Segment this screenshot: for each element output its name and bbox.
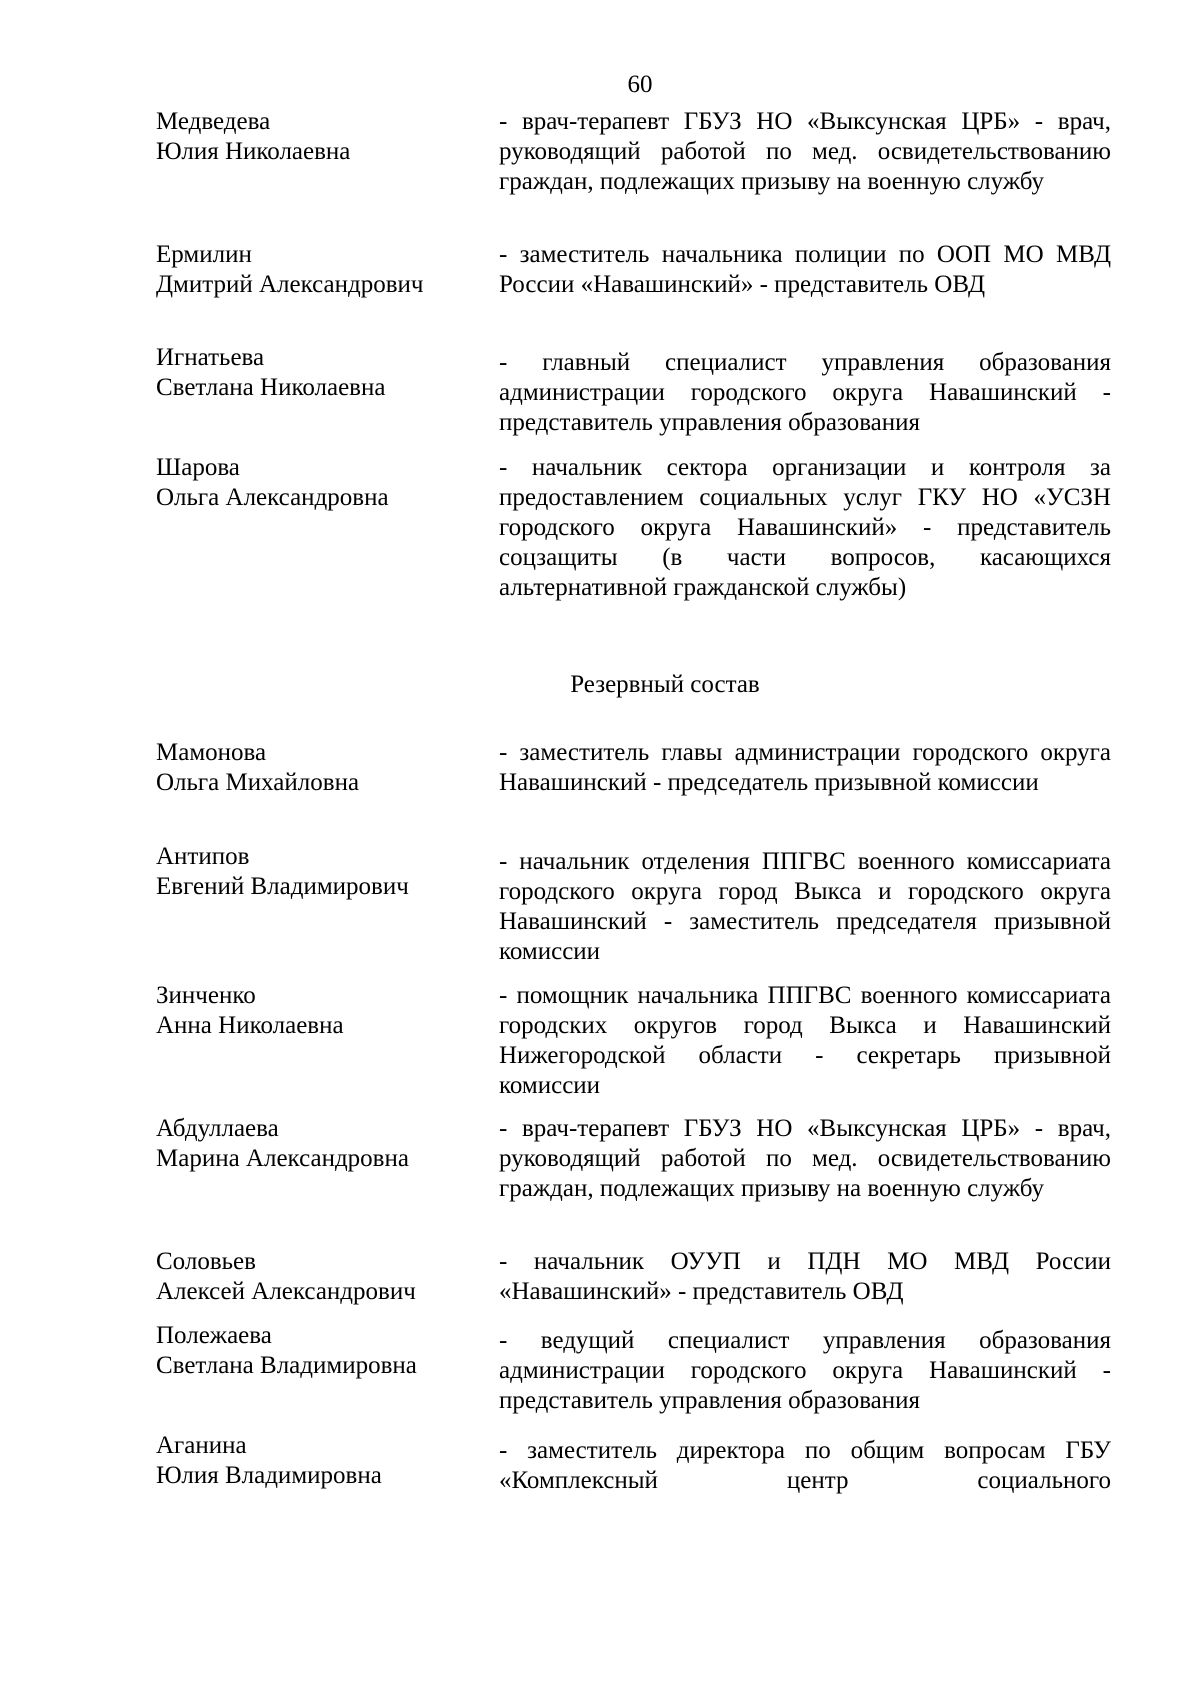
member-entry	[156, 453, 1111, 603]
member-given-names: Юлия Владимировна	[156, 1462, 382, 1489]
member-entry	[156, 240, 1111, 300]
member-entry	[156, 1114, 1111, 1204]
member-role: - помощник начальника ППГВС военного комиссариата городских округов город Выкса и Навашинский Нижегородской области - секретарь призывной комиссии	[499, 982, 1111, 1099]
member-entry	[156, 343, 1111, 438]
member-role: - начальник сектора организации и контроля за предоставлением социальных услуг ГКУ НО «УСЗН городского округа Навашинский» - представитель соцзащиты (в части вопросов, касающихся альтернативной гражданской службы)	[499, 454, 1111, 601]
member-entry	[156, 1247, 1111, 1307]
member-role: - врач-терапевт ГБУЗ НО «Выксунская ЦРБ» - врач, руководящий работой по мед. освидетельствованию граждан, подлежащих призыву на военную службу	[499, 108, 1111, 195]
member-entry	[156, 842, 1111, 967]
member-given-names: Алексей Александрович	[156, 1278, 416, 1305]
member-surname: Абдуллаева	[156, 1115, 279, 1142]
member-given-names: Светлана Владимировна	[156, 1352, 417, 1379]
member-entry	[156, 738, 1111, 798]
member-entry	[156, 1431, 1111, 1496]
member-surname: Медведева	[156, 108, 271, 135]
member-role: - заместитель директора по общим вопросам ГБУ «Комплексный центр социального	[499, 1437, 1111, 1494]
member-given-names: Евгений Владимирович	[156, 873, 409, 900]
member-given-names: Анна Николаевна	[156, 1012, 344, 1039]
page-number: 60	[627, 71, 653, 98]
member-role: - врач-терапевт ГБУЗ НО «Выксунская ЦРБ» - врач, руководящий работой по мед. освидетельствованию граждан, подлежащих призыву на военную службу	[499, 1115, 1111, 1202]
member-surname: Ермилин	[156, 241, 252, 268]
member-role: - заместитель начальника полиции по ООП МО МВД России «Навашинский» - представитель ОВД	[499, 241, 1111, 298]
member-entry	[156, 981, 1111, 1101]
member-surname: Мамонова	[156, 739, 267, 766]
member-entry	[156, 107, 1111, 197]
member-surname: Зинченко	[156, 982, 256, 1009]
member-given-names: Светлана Николаевна	[156, 374, 386, 401]
member-role: - главный специалист управления образования администрации городского округа Навашинский - представитель управления образования	[499, 349, 1111, 436]
member-given-names: Дмитрий Александрович	[156, 271, 424, 298]
member-role: - начальник отделения ППГВС военного комиссариата городского округа город Выкса и городского округа Навашинский - заместитель председателя призывной комиссии	[499, 848, 1111, 965]
member-entry	[156, 1321, 1111, 1416]
member-surname: Аганина	[156, 1432, 247, 1459]
member-given-names: Юлия Николаевна	[156, 138, 351, 165]
reserve-heading: Резервный состав	[570, 671, 760, 698]
member-role: - заместитель главы администрации городского округа Навашинский - председатель призывной комиссии	[499, 739, 1111, 796]
member-role: - ведущий специалист управления образования администрации городского округа Навашинский - представитель управления образования	[499, 1327, 1111, 1414]
member-surname: Антипов	[156, 843, 250, 870]
member-surname: Игнатьева	[156, 344, 265, 371]
member-surname: Шарова	[156, 454, 240, 481]
member-surname: Полежаева	[156, 1322, 272, 1349]
member-given-names: Ольга Александровна	[156, 484, 389, 511]
member-role: - начальник ОУУП и ПДН МО МВД России «Навашинский» - представитель ОВД	[499, 1248, 1111, 1305]
member-surname: Соловьев	[156, 1248, 256, 1275]
member-given-names: Ольга Михайловна	[156, 769, 360, 796]
member-given-names: Марина Александровна	[156, 1145, 409, 1172]
